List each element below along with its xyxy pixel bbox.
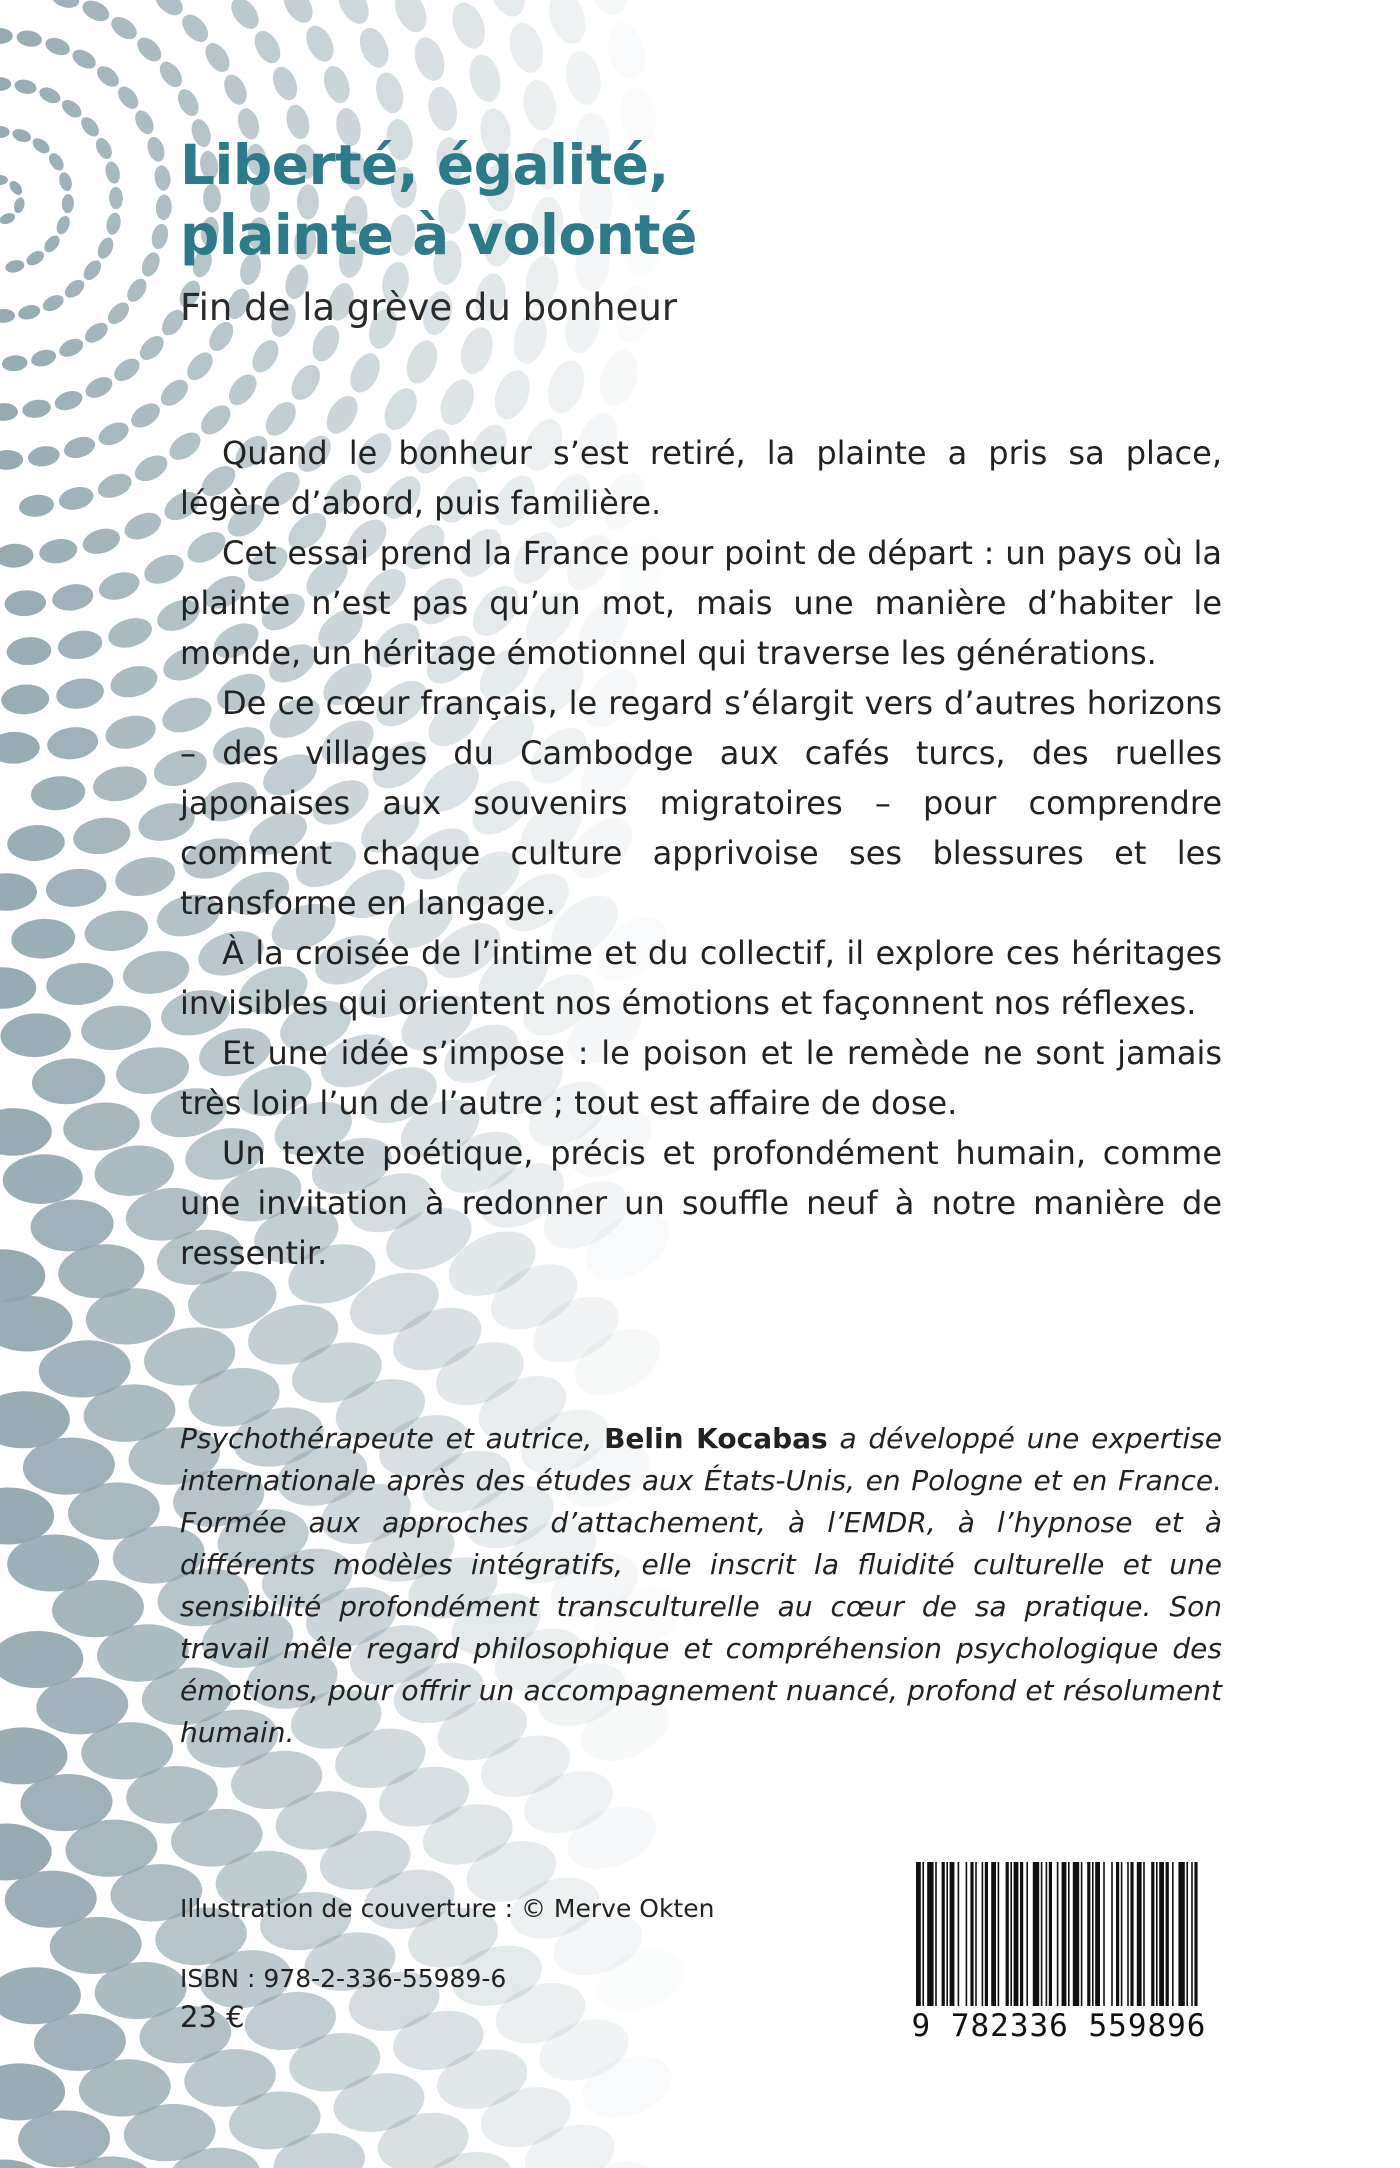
decorative-dot	[109, 187, 123, 210]
decorative-dot	[96, 568, 143, 605]
decorative-dot	[95, 235, 117, 261]
decorative-dot	[465, 51, 506, 105]
decorative-dot	[131, 450, 172, 486]
decorative-dot	[150, 0, 187, 20]
decorative-dot	[0, 1249, 45, 1303]
decorative-dot	[17, 303, 42, 322]
barcode-bar	[1137, 1862, 1142, 2012]
back-cover-content	[180, 130, 1222, 1754]
decorative-dot	[24, 248, 47, 268]
barcode-bar	[1116, 1862, 1119, 2012]
barcode-bar	[1178, 1862, 1184, 2012]
decorative-dot	[18, 493, 56, 519]
barcode-bar	[1127, 1862, 1129, 2012]
decorative-dot	[93, 135, 115, 161]
decorative-dot	[114, 83, 142, 113]
decorative-dot	[105, 211, 123, 236]
decorative-dot	[61, 194, 74, 214]
decorative-dot	[81, 319, 111, 347]
barcode-bar	[982, 1862, 984, 2012]
decorative-dot	[0, 77, 11, 91]
decorative-dot	[103, 160, 122, 185]
decorative-dot	[155, 194, 172, 220]
barcode-bar	[1006, 1862, 1009, 2012]
book-subtitle: Fin de la grève du bonheur	[180, 286, 678, 329]
decorative-dot	[52, 388, 85, 414]
decorative-dot	[62, 276, 88, 301]
decorative-dot	[4, 589, 47, 617]
barcode-bar	[1095, 1862, 1100, 2012]
decorative-dot	[43, 35, 73, 59]
decorative-dot	[54, 214, 72, 236]
barcode-bar	[1092, 1862, 1094, 2012]
barcode-bar	[975, 1862, 977, 2012]
decorative-dot	[602, 19, 650, 83]
decorative-dot	[409, 33, 449, 84]
blurb-paragraph: De ce cœur français, le regard s’élargit vers d’autres horizons – des villages du Cambodge aux cafés turcs, des ruelles japonaises aux souvenirs migratoires – pour comprendre comment chaque culture apprivoise ses blessures et les transforme en langage.	[180, 684, 1222, 922]
barcode-bar	[1087, 1862, 1090, 2012]
decorative-dot	[139, 250, 164, 280]
author-bio	[180, 1418, 1222, 1754]
barcode-bar	[1156, 1862, 1158, 2012]
decorative-dot	[6, 824, 66, 863]
barcode-bar	[991, 1862, 996, 2012]
decorative-dot	[127, 398, 165, 432]
bio-text: a développé une expertise internationale après des études aux États-Unis, en Pologne et en France. Formée aux approches d’attachement, à l’EMDR, à l’hypnose et à différents modèles intégratifs, elle inscrit la fluidité culturelle et une sensibilité profondément transculturelle au cœur de sa pratique. Son travail mêle regard philosophique et compréhension psychologique des émotions, pour offrir un accompagnement nuancé, profond et résolument humain.	[180, 1422, 1222, 1749]
decorative-dot	[145, 135, 168, 164]
barcode-bar	[1186, 1862, 1188, 2012]
barcode-bar	[1159, 1862, 1164, 2012]
decorative-dot	[200, 39, 234, 77]
decorative-dot	[79, 0, 113, 25]
barcode-bars	[898, 1862, 1220, 2020]
decorative-dot	[78, 114, 103, 140]
decorative-dot	[354, 24, 394, 72]
decorative-dot	[82, 373, 116, 402]
barcode-bar	[1041, 1862, 1043, 2012]
decorative-dot	[17, 0, 48, 2]
decorative-dot	[78, 1001, 154, 1054]
barcode-bar	[916, 1862, 921, 2012]
decorative-dot	[46, 150, 67, 173]
author-name: Belin Kocabas	[604, 1422, 828, 1455]
decorative-dot	[102, 711, 159, 754]
decorative-dot	[107, 661, 161, 703]
barcode-bar	[1033, 1862, 1039, 2012]
decorative-dot	[37, 536, 79, 566]
blurb-paragraph: Et une idée s’impose : le poison et le remède ne sont jamais très loin l’un de l’autre ; tout est affaire de dose.	[180, 1034, 1222, 1122]
decorative-dot	[177, 10, 213, 47]
decorative-dot	[220, 71, 252, 108]
barcode-bar	[1194, 1862, 1197, 2012]
decorative-dot	[11, 127, 33, 144]
decorative-dot	[520, 77, 560, 133]
barcode-bar	[922, 1862, 924, 2012]
barcode-bar	[935, 1862, 937, 2012]
decorative-dot	[278, 0, 319, 28]
decorative-dot	[0, 309, 15, 324]
barcode-bar	[966, 1862, 968, 2012]
barcode-bar	[942, 1862, 945, 2012]
decorative-dot	[37, 84, 63, 106]
decorative-dot	[149, 222, 170, 250]
barcode-bar	[1046, 1862, 1048, 2012]
barcode-bar	[1172, 1862, 1174, 2012]
barcode-bar	[1143, 1862, 1145, 2012]
decorative-dot	[30, 135, 53, 156]
blurb-paragraph: À la croisée de l’intime et du collectif, il explore ces héritages invisibles qui orientent nos émotions et façonnent nos réflexes.	[180, 934, 1222, 1022]
barcode-bar	[950, 1862, 955, 2012]
decorative-dot	[29, 347, 58, 369]
decorative-dot	[133, 33, 166, 66]
decorative-dot	[135, 331, 168, 364]
decorative-dot	[249, 26, 285, 67]
decorative-dot	[319, 62, 354, 106]
decorative-dot	[56, 627, 105, 662]
decorative-dot	[59, 96, 85, 121]
decorative-dot	[2, 1153, 84, 1206]
barcode-bar	[1111, 1862, 1113, 2012]
decorative-dot	[94, 469, 135, 502]
decorative-dot	[29, 774, 86, 813]
barcode	[898, 1862, 1220, 2044]
barcode-bar	[998, 1862, 1000, 2012]
decorative-dot	[0, 683, 49, 715]
decorative-dot	[54, 675, 106, 712]
decorative-dot	[543, 0, 592, 49]
decorative-dot	[107, 12, 141, 43]
barcode-bar	[985, 1862, 988, 2012]
decorative-dot	[49, 0, 82, 11]
barcode-bar	[1068, 1862, 1070, 2012]
decorative-dot	[155, 58, 186, 92]
decorative-dot	[1, 354, 28, 372]
barcode-bar	[1062, 1862, 1067, 2012]
decorative-dot	[0, 1012, 72, 1059]
isbn: ISBN : 978-2-336-55989-6	[180, 1964, 507, 1993]
blurb	[180, 428, 1222, 1278]
isbn-price-block	[180, 1960, 506, 2036]
decorative-dot	[123, 275, 150, 305]
book-title	[180, 130, 1222, 270]
decorative-dot	[21, 398, 52, 420]
barcode-bar	[946, 1862, 948, 2012]
decorative-dot	[80, 257, 105, 283]
decorative-dot	[389, 0, 433, 37]
decorative-dot	[95, 418, 132, 450]
decorative-dot	[0, 543, 34, 568]
decorative-dot	[69, 46, 99, 73]
barcode-bar	[1073, 1862, 1079, 2012]
decorative-dot	[10, 917, 76, 960]
decorative-dot	[301, 21, 339, 66]
decorative-dot	[105, 613, 156, 653]
price: 23 €	[180, 2000, 245, 2034]
barcode-bar	[1121, 1862, 1123, 2012]
decorative-dot	[581, 0, 634, 20]
decorative-dot	[0, 28, 13, 44]
decorative-dot	[0, 1108, 52, 1157]
decorative-dot	[56, 483, 95, 513]
bio-intro: Psychothérapeute et autrice,	[180, 1422, 605, 1455]
decorative-dot	[44, 866, 109, 910]
barcode-bar	[1020, 1862, 1023, 2012]
decorative-dot	[61, 1099, 143, 1155]
decorative-dot	[504, 19, 549, 77]
decorative-dot	[7, 179, 25, 198]
decorative-dot	[61, 433, 98, 462]
barcode-bar	[1130, 1862, 1133, 2012]
decorative-dot	[332, 0, 375, 29]
decorative-dot	[13, 78, 38, 96]
decorative-dot	[0, 731, 40, 764]
barcode-bar	[1166, 1862, 1169, 2012]
decorative-dot	[30, 1056, 107, 1107]
barcode-bar	[1049, 1862, 1052, 2012]
decorative-dot	[0, 1295, 73, 1353]
book-title-line-1: Liberté, égalité,	[180, 133, 669, 197]
decorative-dot	[41, 233, 63, 255]
barcode-digits: 9 782336 559896	[898, 2006, 1220, 2046]
decorative-dot	[44, 960, 115, 1008]
decorative-dot	[80, 524, 124, 558]
barcode-bar	[1103, 1862, 1105, 2012]
decorative-dot	[71, 814, 134, 858]
barcode-bar	[970, 1862, 973, 2012]
blurb-paragraph: Quand le bonheur s’est retiré, la plainte a pris sa place, légère d’abord, puis familière.	[180, 434, 1222, 522]
decorative-dot	[93, 62, 123, 91]
decorative-dot	[45, 724, 100, 762]
decorative-dot	[446, 0, 491, 53]
decorative-dot	[26, 444, 61, 469]
barcode-bar	[1026, 1862, 1028, 2012]
decorative-dot	[82, 906, 151, 955]
decorative-dot	[57, 171, 74, 193]
decorative-dot	[15, 29, 43, 49]
barcode-bar	[958, 1862, 960, 2012]
decorative-dot	[0, 126, 10, 138]
decorative-dot	[56, 335, 86, 360]
decorative-dot	[40, 292, 66, 315]
barcode-bar	[1010, 1862, 1012, 2012]
barcode-bar	[927, 1862, 933, 2012]
decorative-dot	[6, 636, 53, 667]
decorative-dot	[0, 175, 8, 185]
decorative-dot	[268, 63, 301, 104]
decorative-dot	[50, 581, 96, 614]
decorative-dot	[0, 450, 23, 471]
decorative-dot	[12, 196, 26, 214]
barcode-bar	[1014, 1862, 1019, 2012]
blurb-paragraph: Cet essai prend la France pour point de départ : un pays où la plainte n’est pas qu’un mot, mais une manière d’habiter le monde, un héritage émotionnel qui traverse les générations.	[180, 534, 1222, 672]
decorative-dot	[226, 0, 265, 34]
decorative-dot	[4, 258, 25, 274]
decorative-dot	[561, 48, 605, 108]
barcode-bar	[1151, 1862, 1154, 2012]
decorative-dot	[110, 354, 144, 386]
decorative-dot	[131, 107, 157, 137]
decorative-dot	[425, 84, 461, 133]
barcode-bar	[1081, 1862, 1083, 2012]
decorative-dot	[0, 873, 37, 911]
decorative-dot	[483, 0, 532, 22]
decorative-dot	[174, 86, 203, 120]
decorative-dot	[112, 852, 179, 902]
decorative-dot	[0, 967, 36, 1009]
decorative-dot	[372, 69, 408, 116]
decorative-dot	[153, 164, 172, 191]
illustration-credit: Illustration de couverture : © Merve Okten	[180, 1894, 715, 1923]
decorative-dot	[0, 403, 18, 421]
decorative-dot	[104, 299, 133, 328]
barcode-bar	[1191, 1862, 1193, 2012]
decorative-dot	[0, 211, 17, 226]
decorative-dot	[90, 762, 150, 806]
blurb-paragraph: Un texte poétique, précis et profondément humain, comme une invitation à redonner un souffle neuf à notre manière de ressentir.	[180, 1134, 1222, 1272]
decorative-dot	[120, 508, 165, 545]
book-title-line-2: plainte à volonté	[180, 203, 697, 267]
barcode-bar	[1057, 1862, 1059, 2012]
